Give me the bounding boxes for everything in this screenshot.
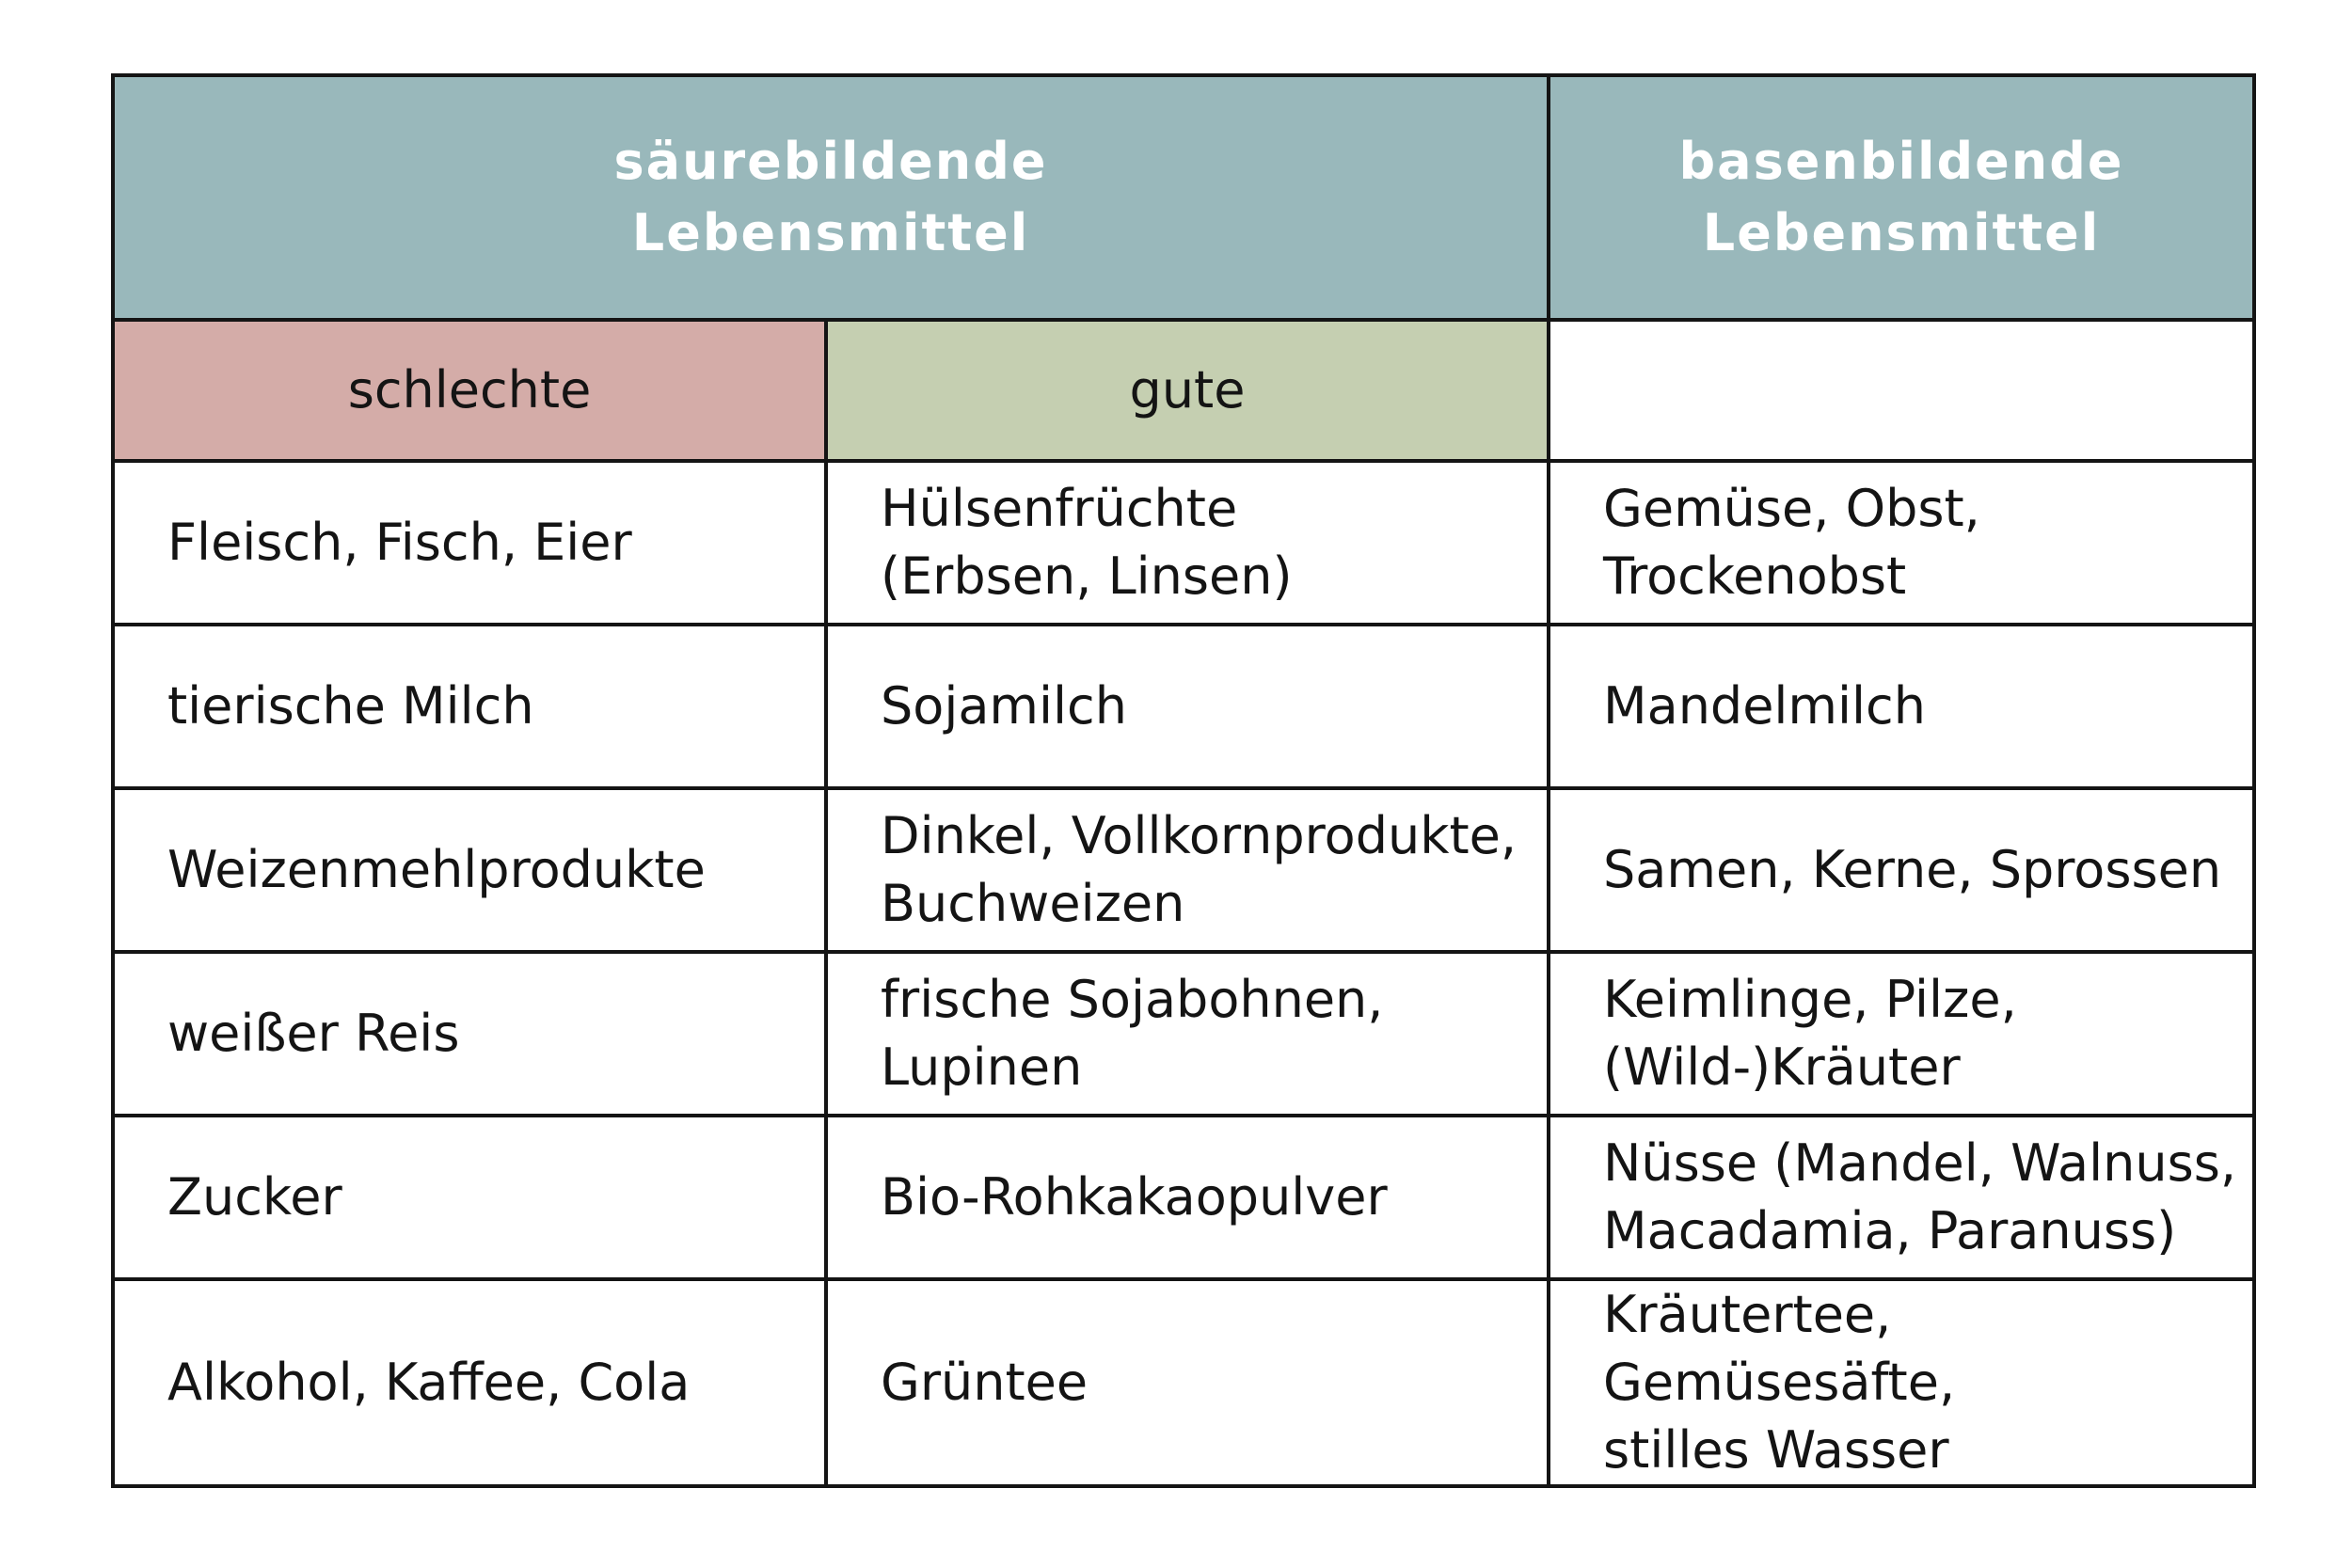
table-row bbox=[113, 1116, 2254, 1279]
cell-good-food: Hülsenfrüchte (Erbsen, Linsen) bbox=[826, 461, 1549, 625]
subheader-row bbox=[113, 320, 2254, 461]
table-row bbox=[113, 952, 2254, 1116]
cell-good-food: Sojamilch bbox=[826, 625, 1549, 788]
cell-base-food: Nüsse (Mandel, Walnuss, Macadamia, Paranuss) bbox=[1549, 1116, 2254, 1279]
cell-base-food: Kräutertee, Gemüsesäfte, stilles Wasser bbox=[1549, 1279, 2254, 1486]
table-row bbox=[113, 1279, 2254, 1486]
cell-bad-food: Alkohol, Kaffee, Cola bbox=[113, 1279, 826, 1486]
header-row bbox=[113, 75, 2254, 320]
subheader-bad: schlechte bbox=[113, 320, 826, 461]
cell-good-food: frische Sojabohnen, Lupinen bbox=[826, 952, 1549, 1116]
header-base-forming: basenbildende Lebensmittel bbox=[1549, 75, 2254, 320]
cell-bad-food: Fleisch, Fisch, Eier bbox=[113, 461, 826, 625]
cell-good-food: Grüntee bbox=[826, 1279, 1549, 1486]
cell-base-food: Mandelmilch bbox=[1549, 625, 2254, 788]
table-row bbox=[113, 788, 2254, 952]
food-comparison-table bbox=[111, 73, 2256, 1488]
table-row bbox=[113, 461, 2254, 625]
subheader-good: gute bbox=[826, 320, 1549, 461]
cell-base-food: Samen, Kerne, Sprossen bbox=[1549, 788, 2254, 952]
cell-base-food: Gemüse, Obst, Trockenobst bbox=[1549, 461, 2254, 625]
table-row bbox=[113, 625, 2254, 788]
cell-base-food: Keimlinge, Pilze, (Wild-)Kräuter bbox=[1549, 952, 2254, 1116]
cell-bad-food: weißer Reis bbox=[113, 952, 826, 1116]
cell-bad-food: Zucker bbox=[113, 1116, 826, 1279]
subheader-empty bbox=[1549, 320, 2254, 461]
cell-bad-food: tierische Milch bbox=[113, 625, 826, 788]
cell-good-food: Dinkel, Vollkornprodukte, Buchweizen bbox=[826, 788, 1549, 952]
cell-bad-food: Weizenmehlprodukte bbox=[113, 788, 826, 952]
header-acid-forming: säurebildende Lebensmittel bbox=[113, 75, 1549, 320]
cell-good-food: Bio-Rohkakaopulver bbox=[826, 1116, 1549, 1279]
